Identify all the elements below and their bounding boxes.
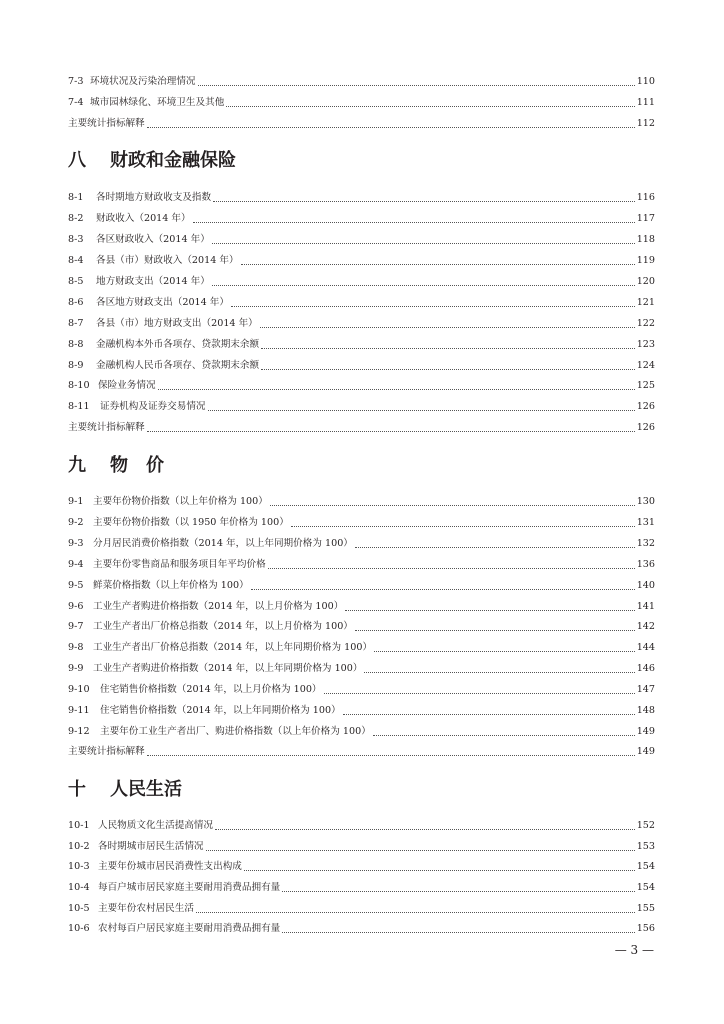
- leader-dots: [226, 105, 634, 107]
- entry-number: 10-4: [68, 882, 90, 893]
- entry-page: 149: [636, 746, 655, 757]
- leader-dots: [355, 629, 635, 631]
- leader-dots: [213, 200, 635, 202]
- toc-entry: [68, 682, 655, 698]
- entry-number: 9-4: [68, 559, 84, 570]
- entry-title: 城市园林绿化、环境卫生及其他: [90, 97, 225, 108]
- leader-dots: [355, 546, 635, 548]
- entry-page: 141: [636, 601, 655, 612]
- entry-page: 126: [636, 401, 655, 412]
- entry-title: 主要统计指标解释: [68, 422, 145, 433]
- leader-dots: [196, 911, 635, 913]
- entry-title: 工业生产者出厂价格总指数（2014 年，以上月价格为 100）: [93, 621, 353, 632]
- toc-entry: [68, 316, 655, 332]
- toc-entry: [68, 724, 655, 740]
- toc-entry: [68, 515, 655, 531]
- entry-title: 人民物质文化生活提高情况: [98, 820, 214, 831]
- toc-entry: [68, 921, 655, 937]
- entry-title: 鲜菜价格指数（以上年价格为 100）: [93, 580, 249, 591]
- section-title: 财政和金融保险: [110, 150, 236, 171]
- toc-entry: [68, 494, 655, 510]
- entry-title: 每百户城市居民家庭主要耐用消费品拥有量: [98, 882, 281, 893]
- leader-dots: [324, 692, 635, 694]
- entry-page: 142: [636, 621, 655, 632]
- entry-title: 工业生产者购进价格指数（2014 年，以上月价格为 100）: [93, 601, 344, 612]
- toc-entry: [68, 880, 655, 896]
- entry-title: 主要年份城市居民消费性支出构成: [98, 861, 242, 872]
- toc-entry: [68, 211, 655, 227]
- entry-page: 117: [636, 213, 655, 224]
- entry-title: 金融机构本外币各项存、贷款期末余额: [96, 339, 260, 350]
- entry-page: 126: [636, 422, 655, 433]
- toc-entry: [68, 901, 655, 917]
- toc-entry: [68, 116, 655, 132]
- leader-dots: [251, 588, 635, 590]
- entry-number: 10-1: [68, 820, 90, 831]
- leader-dots: [158, 388, 635, 390]
- section-number: 十: [68, 779, 86, 800]
- toc-entry: [68, 232, 655, 248]
- entry-number: 8-2: [68, 213, 84, 224]
- toc-entry: [68, 661, 655, 677]
- entry-number: 8-5: [68, 276, 84, 287]
- leader-dots: [198, 84, 635, 86]
- leader-dots: [364, 671, 634, 673]
- entry-page: 112: [636, 118, 655, 129]
- toc-entry: [68, 190, 655, 206]
- toc-entry: [68, 640, 655, 656]
- toc-entry: [68, 839, 655, 855]
- entry-number: 8-9: [68, 360, 84, 371]
- leader-dots: [147, 430, 635, 432]
- entry-page: 118: [636, 234, 655, 245]
- toc-entry: [68, 599, 655, 615]
- toc-entry: [68, 420, 655, 436]
- entry-page: 154: [636, 882, 655, 893]
- leader-dots: [282, 890, 634, 892]
- toc-entry: [68, 378, 655, 394]
- page-number: — 3 —: [614, 943, 654, 957]
- section-heading-8: [68, 145, 236, 173]
- toc-entry: [68, 818, 655, 834]
- entry-title: 各时期地方财政收支及指数: [96, 192, 212, 203]
- entry-title: 主要年份农村居民生活: [98, 903, 194, 914]
- entry-title: 分月居民消费价格指数（2014 年，以上年同期价格为 100）: [93, 538, 353, 549]
- entry-title: 主要统计指标解释: [68, 118, 145, 129]
- leader-dots: [282, 931, 634, 933]
- toc-entry: [68, 95, 655, 111]
- entry-page: 154: [636, 861, 655, 872]
- leader-dots: [373, 734, 635, 736]
- toc-entry: [68, 358, 655, 374]
- entry-title: 住宅销售价格指数（2014 年，以上年同期价格为 100）: [100, 705, 341, 716]
- entry-number: 10-6: [68, 923, 90, 934]
- leader-dots: [343, 713, 635, 715]
- entry-title: 环境状况及污染治理情况: [90, 76, 196, 87]
- entry-title: 主要年份物价指数（以上年价格为 100）: [93, 496, 268, 507]
- leader-dots: [208, 409, 635, 411]
- entry-number: 9-10: [68, 684, 90, 695]
- entry-title: 主要年份工业生产者出厂、购进价格指数（以上年价格为 100）: [100, 726, 371, 737]
- entry-page: 149: [636, 726, 655, 737]
- section-number: 九: [68, 455, 86, 476]
- entry-title: 各区财政收入（2014 年）: [96, 234, 210, 245]
- entry-page: 120: [636, 276, 655, 287]
- entry-page: 153: [636, 841, 655, 852]
- entry-title: 财政收入（2014 年）: [96, 213, 191, 224]
- entry-number: 7-3: [68, 76, 84, 87]
- leader-dots: [231, 305, 635, 307]
- toc-entry: [68, 74, 655, 90]
- entry-page: 146: [636, 663, 655, 674]
- entry-number: 9-11: [68, 705, 90, 716]
- entry-number: 8-1: [68, 192, 84, 203]
- toc-entry: [68, 578, 655, 594]
- entry-title: 各县（市）财政收入（2014 年）: [96, 255, 239, 266]
- entry-number: 8-8: [68, 339, 84, 350]
- entry-page: 110: [636, 76, 655, 87]
- entry-title: 金融机构人民币各项存、贷款期末余额: [96, 360, 260, 371]
- entry-number: 9-12: [68, 726, 90, 737]
- entry-number: 9-5: [68, 580, 84, 591]
- entry-title: 各区地方财政支出（2014 年）: [96, 297, 229, 308]
- entry-number: 8-10: [68, 380, 90, 391]
- entry-page: 119: [636, 255, 655, 266]
- entry-number: 9-7: [68, 621, 84, 632]
- entry-page: 130: [636, 496, 655, 507]
- entry-number: 8-7: [68, 318, 84, 329]
- leader-dots: [345, 609, 634, 611]
- leader-dots: [206, 849, 635, 851]
- leader-dots: [215, 828, 635, 830]
- entry-title: 证券机构及证券交易情况: [100, 401, 206, 412]
- entry-title: 各县（市）地方财政支出（2014 年）: [96, 318, 258, 329]
- entry-title: 保险业务情况: [98, 380, 156, 391]
- entry-number: 10-3: [68, 861, 90, 872]
- leader-dots: [193, 221, 635, 223]
- entry-number: 9-9: [68, 663, 84, 674]
- entry-page: 147: [636, 684, 655, 695]
- entry-number: 9-6: [68, 601, 84, 612]
- toc-entry: [68, 619, 655, 635]
- entry-number: 9-3: [68, 538, 84, 549]
- section-title: 人民生活: [110, 779, 182, 800]
- leader-dots: [212, 242, 635, 244]
- entry-number: 8-11: [68, 401, 90, 412]
- entry-page: 125: [636, 380, 655, 391]
- entry-title: 农村每百户居民家庭主要耐用消费品拥有量: [98, 923, 281, 934]
- section-number: 八: [68, 150, 86, 171]
- leader-dots: [270, 504, 635, 506]
- entry-number: 10-5: [68, 903, 90, 914]
- entry-page: 132: [636, 538, 655, 549]
- toc-entry: [68, 295, 655, 311]
- entry-number: 10-2: [68, 841, 90, 852]
- entry-page: 131: [636, 517, 655, 528]
- leader-dots: [268, 567, 635, 569]
- leader-dots: [260, 326, 635, 328]
- entry-page: 136: [636, 559, 655, 570]
- leader-dots: [244, 869, 635, 871]
- entry-number: 8-4: [68, 255, 84, 266]
- entry-page: 116: [636, 192, 655, 203]
- entry-page: 121: [636, 297, 655, 308]
- entry-title: 地方财政支出（2014 年）: [96, 276, 210, 287]
- entry-page: 111: [636, 97, 655, 108]
- entry-number: 8-3: [68, 234, 84, 245]
- leader-dots: [374, 650, 635, 652]
- leader-dots: [261, 347, 635, 349]
- leader-dots: [147, 754, 635, 756]
- entry-number: 9-8: [68, 642, 84, 653]
- entry-number: 8-6: [68, 297, 84, 308]
- entry-number: 9-1: [68, 496, 84, 507]
- toc-entry: [68, 703, 655, 719]
- entry-page: 122: [636, 318, 655, 329]
- section-title: 物价: [110, 455, 182, 476]
- toc-entry: [68, 744, 655, 760]
- entry-number: 9-2: [68, 517, 84, 528]
- entry-title: 住宅销售价格指数（2014 年，以上月价格为 100）: [100, 684, 322, 695]
- toc-entry: [68, 337, 655, 353]
- section-heading-10: [68, 774, 182, 802]
- entry-page: 148: [636, 705, 655, 716]
- toc-entry: [68, 399, 655, 415]
- toc-entry: [68, 557, 655, 573]
- section-heading-9: [68, 450, 182, 478]
- toc-entry: [68, 536, 655, 552]
- entry-title: 工业生产者出厂价格总指数（2014 年，以上年同期价格为 100）: [93, 642, 373, 653]
- toc-entry: [68, 274, 655, 290]
- leader-dots: [291, 525, 635, 527]
- entry-title: 主要年份物价指数（以 1950 年价格为 100）: [93, 517, 289, 528]
- entry-title: 工业生产者购进价格指数（2014 年，以上年同期价格为 100）: [93, 663, 363, 674]
- toc-entry: [68, 253, 655, 269]
- toc-entry: [68, 859, 655, 875]
- entry-page: 124: [636, 360, 655, 371]
- entry-page: 152: [636, 820, 655, 831]
- leader-dots: [212, 284, 635, 286]
- entry-title: 各时期城市居民生活情况: [98, 841, 204, 852]
- entry-page: 144: [636, 642, 655, 653]
- entry-page: 123: [636, 339, 655, 350]
- entry-page: 155: [636, 903, 655, 914]
- entry-number: 7-4: [68, 97, 84, 108]
- entry-page: 140: [636, 580, 655, 591]
- entry-title: 主要统计指标解释: [68, 746, 145, 757]
- leader-dots: [147, 126, 635, 128]
- entry-page: 156: [636, 923, 655, 934]
- leader-dots: [241, 263, 635, 265]
- entry-title: 主要年份零售商品和服务项目年平均价格: [93, 559, 266, 570]
- leader-dots: [261, 368, 635, 370]
